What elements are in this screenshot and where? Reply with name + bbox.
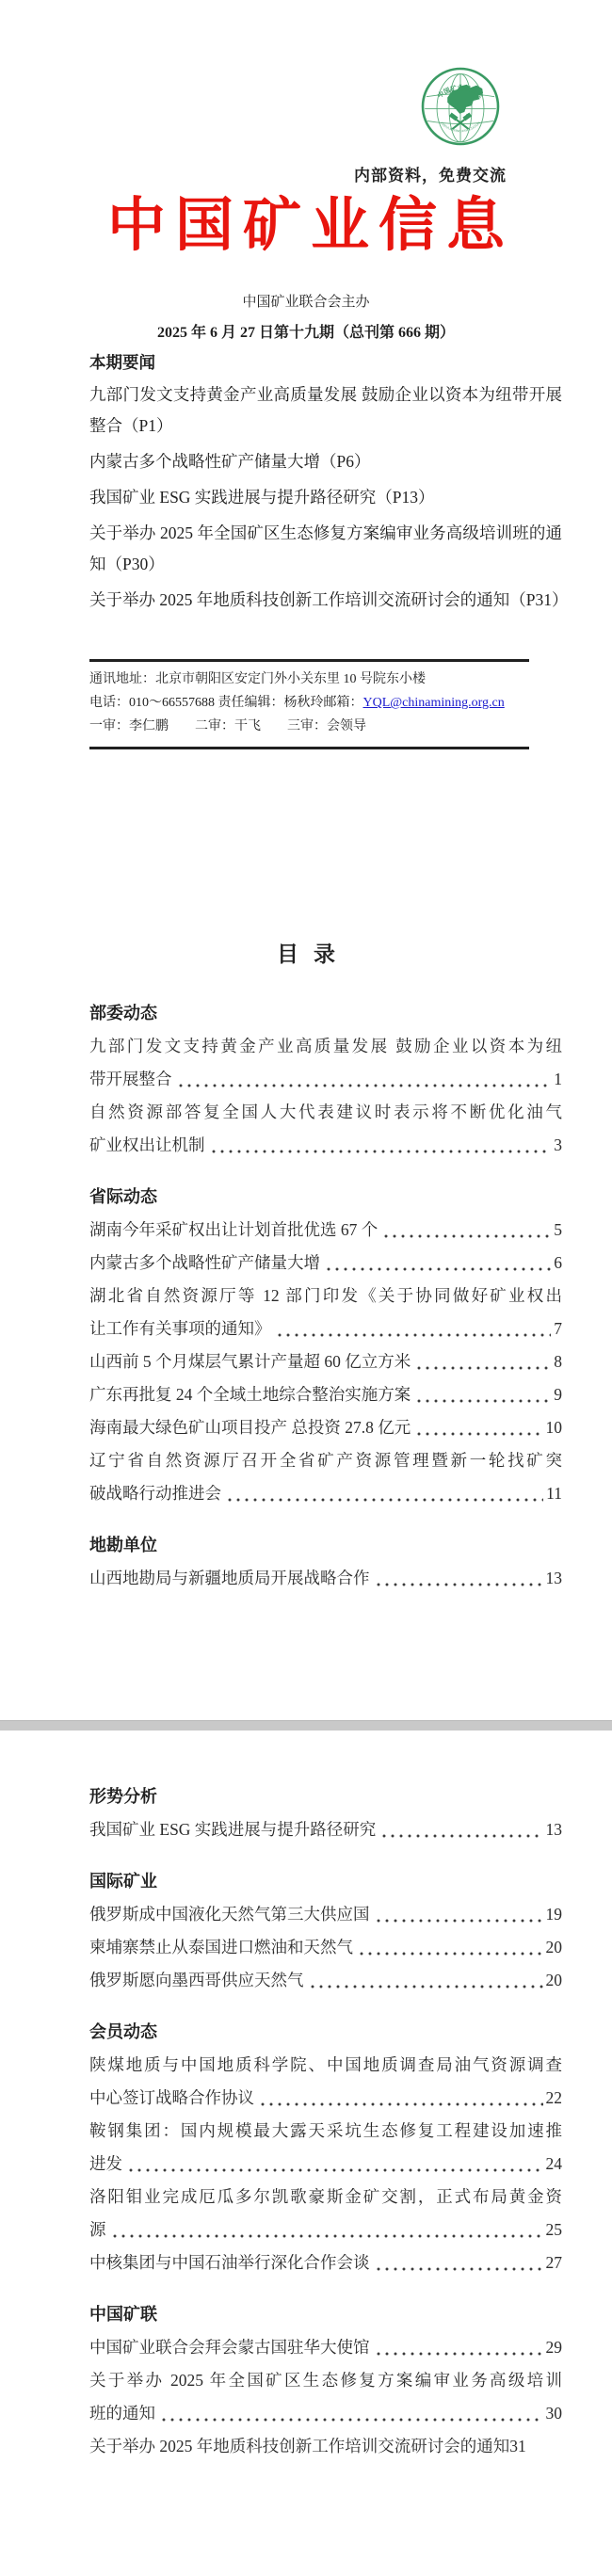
toc-entry-text: 陕煤地质与中国地质科学院、中国地质调查局油气资源调查 <box>89 2055 562 2074</box>
toc-entry-text: 鞍钢集团：国内规模最大露天采坑生态修复工程建设加速推 <box>89 2121 562 2140</box>
dot-leader <box>311 1964 543 1997</box>
dot-leader <box>384 1214 551 1247</box>
toc-entry-text: 让工作有关事项的通知》 <box>89 1319 271 1338</box>
dot-leader <box>327 1247 551 1280</box>
toc-entry-text: 九部门发文支持黄金产业高质量发展 鼓励企业以资本为纽 <box>89 1037 562 1055</box>
toc-section-heading: 会员动态 <box>89 2022 157 2041</box>
toc-section <box>89 2015 562 2279</box>
toc-page-number: 9 <box>554 1385 562 1404</box>
toc-page-number: 8 <box>554 1352 562 1371</box>
newsletter-title: 中国矿业信息 <box>106 194 514 258</box>
toc-section-heading: 部委动态 <box>89 1004 157 1022</box>
toc-entry-text: 破战略行动推进会 <box>89 1484 221 1503</box>
toc-entry <box>89 2331 562 2364</box>
highlights-block <box>89 348 569 620</box>
toc-entry <box>89 1063 562 1096</box>
dot-leader <box>228 1477 543 1510</box>
page-break-divider <box>0 1720 612 1731</box>
toc-page-number: 22 <box>545 2088 562 2107</box>
toc-section-heading: 地勘单位 <box>89 1536 157 1554</box>
toc-page-number: 29 <box>545 2338 562 2357</box>
toc-entry <box>89 2430 562 2463</box>
toc-title: 目录 <box>277 942 350 966</box>
toc-page-number: 20 <box>545 1971 562 1989</box>
toc-entry-text: 班的通知 <box>89 2404 155 2423</box>
toc-entry-text: 洛阳钼业完成厄瓜多尔凯歌豪斯金矿交割，正式布局黄金资 <box>89 2187 562 2206</box>
dot-leader <box>261 2082 543 2115</box>
dot-leader <box>360 1931 543 1964</box>
toc-entry <box>89 1813 562 1846</box>
toc-entry-text: 源 <box>89 2220 106 2239</box>
toc-entry <box>89 1411 562 1444</box>
toc-entry <box>89 1477 562 1510</box>
toc-entry-text: 我国矿业 ESG 实践进展与提升路径研究 <box>89 1820 377 1839</box>
highlight-item: 关于举办 2025 年地质科技创新工作培训交流研讨会的通知（P31） <box>89 590 569 609</box>
toc-entry-text: 矿业权出让机制 <box>89 1135 205 1154</box>
toc-entry <box>89 1345 562 1378</box>
toc-page-number: 24 <box>545 2154 562 2173</box>
toc-page-number: 13 <box>545 1569 562 1587</box>
toc-entry-text: 中心签订战略合作协议 <box>89 2088 254 2107</box>
toc-page-number: 19 <box>545 1905 562 1924</box>
toc-entry-text: 关于举办 2025 年地质科技创新工作培训交流研讨会的通知 <box>89 2437 510 2455</box>
toc-page-number: 10 <box>545 1418 562 1437</box>
issue-date-line: 2025 年 6 月 27 日第十九期（总刊第 666 期） <box>156 325 455 341</box>
highlights-heading: 本期要闻 <box>89 353 155 372</box>
toc-page-1 <box>89 996 562 1595</box>
toc-entry <box>89 2246 562 2279</box>
organizer-line: 中国矿业联合会主办 <box>242 295 370 310</box>
toc-page-number: 27 <box>545 2253 562 2272</box>
toc-entry <box>89 2082 562 2115</box>
toc-entry-text: 进发 <box>89 2154 122 2173</box>
dot-leader <box>179 1063 552 1096</box>
toc-entry <box>89 1562 562 1595</box>
logo-bottom-arc-text: CHINA MINING ASSOCIATION <box>440 121 481 134</box>
toc-entry <box>89 1898 562 1931</box>
toc-page-number: 3 <box>554 1135 562 1154</box>
dot-leader <box>377 1898 543 1931</box>
toc-section <box>89 1528 562 1595</box>
toc-page-number: 6 <box>554 1253 562 1272</box>
toc-page-number: 25 <box>545 2220 562 2239</box>
toc-page-number: 31 <box>509 2437 526 2455</box>
highlights-list <box>89 379 569 616</box>
toc-entry <box>89 2148 562 2181</box>
toc-entry-text: 柬埔寨禁止从泰国进口燃油和天然气 <box>89 1938 353 1956</box>
dot-leader <box>377 1562 543 1595</box>
dot-leader <box>382 1813 542 1846</box>
dot-leader <box>162 2397 543 2430</box>
toc-section <box>89 996 562 1162</box>
toc-page-2 <box>89 1779 562 2463</box>
toc-page-number: 5 <box>554 1220 562 1239</box>
toc-entry <box>89 1129 562 1162</box>
toc-section <box>89 2297 562 2463</box>
dot-leader <box>129 2148 543 2181</box>
association-logo-emblem <box>420 66 501 147</box>
toc-section-heading: 国际矿业 <box>89 1872 157 1891</box>
toc-entry-text: 俄罗斯愿向墨西哥供应天然气 <box>89 1971 304 1989</box>
toc-entry-text: 海南最大绿色矿山项目投产 总投资 27.8 亿元 <box>89 1418 411 1437</box>
toc-entry-text: 湖南今年采矿权出让计划首批优选 67 个 <box>89 1220 378 1239</box>
toc-entry <box>89 1378 562 1411</box>
dot-leader <box>417 1378 551 1411</box>
dot-leader <box>113 2214 543 2246</box>
toc-entry-text: 山西前 5 个月煤层气累计产量超 60 亿立方米 <box>89 1352 411 1371</box>
toc-page-number: 30 <box>545 2404 562 2423</box>
dot-leader <box>278 1312 552 1345</box>
toc-entry-text: 辽宁省自然资源厅召开全省矿产资源管理暨新一轮找矿突 <box>89 1451 562 1470</box>
toc-entry-text: 广东再批复 24 个全域土地综合整治实施方案 <box>89 1385 411 1404</box>
toc-entry <box>89 1214 562 1247</box>
dot-leader <box>417 1345 551 1378</box>
toc-entry-text: 内蒙古多个战略性矿产储量大增 <box>89 1253 320 1272</box>
toc-entry <box>89 2397 562 2430</box>
toc-page-number: 20 <box>545 1938 562 1956</box>
contact-box <box>89 659 529 749</box>
dot-leader <box>212 1129 552 1162</box>
toc-entry <box>89 1964 562 1997</box>
reviewers-line: 一审：李仁鹏 二审：干飞 三审：会领导 <box>89 719 366 733</box>
toc-section <box>89 1779 562 1846</box>
toc-section-heading: 形势分析 <box>89 1787 157 1806</box>
dot-leader <box>377 2331 543 2364</box>
toc-entry-text: 中核集团与中国石油举行深化合作会谈 <box>89 2253 370 2272</box>
toc-entry <box>89 1931 562 1964</box>
toc-entry-text: 带开展整合 <box>89 1070 172 1088</box>
editor-email-link[interactable]: YQL@chinamining.org.cn <box>362 696 505 710</box>
toc-entry <box>89 1247 562 1280</box>
toc-page-number: 13 <box>545 1820 562 1839</box>
highlight-item: 内蒙古多个战略性矿产储量大增（P6） <box>89 452 371 471</box>
toc-section-heading: 中国矿联 <box>89 2305 157 2324</box>
highlight-item: 九部门发文支持黄金产业高质量发展 鼓励企业以资本为纽带开展整合（P1） <box>89 385 562 435</box>
toc-page-number: 1 <box>554 1070 562 1088</box>
toc-entry-text: 山西地勘局与新疆地质局开展战略合作 <box>89 1569 370 1587</box>
internal-material-note: 内部资料，免费交流 <box>354 167 507 185</box>
toc-entry-text: 中国矿业联合会拜会蒙古国驻华大使馆 <box>89 2338 370 2357</box>
contact-phone-editor <box>89 691 529 715</box>
toc-page-number: 7 <box>554 1319 562 1338</box>
toc-entry <box>89 1312 562 1345</box>
highlight-item: 我国矿业 ESG 实践进展与提升路径研究（P13） <box>89 488 435 507</box>
china-mining-association-logo <box>420 66 501 147</box>
dot-leader <box>377 2246 543 2279</box>
toc-section <box>89 1180 562 1510</box>
toc-section-heading: 省际动态 <box>89 1187 157 1206</box>
toc-entry <box>89 2214 562 2246</box>
toc-page-number: 11 <box>546 1484 562 1503</box>
contact-phone-label: 电话：010～66557688 责任编辑：杨秋玲邮箱： <box>89 696 363 710</box>
toc-section <box>89 1864 562 1997</box>
highlight-item: 关于举办 2025 年全国矿区生态修复方案编审业务高级培训班的通知（P30） <box>89 523 562 573</box>
toc-entry-text: 湖北省自然资源厅等 12 部门印发《关于协同做好矿业权出 <box>89 1286 562 1305</box>
toc-entry-text: 俄罗斯成中国液化天然气第三大供应国 <box>89 1905 370 1924</box>
contact-address: 通讯地址：北京市朝阳区安定门外小关东里 10 号院东小楼 <box>89 672 426 686</box>
toc-entry-text: 关于举办 2025 年全国矿区生态修复方案编审业务高级培训 <box>89 2371 562 2390</box>
dot-leader <box>417 1411 542 1444</box>
toc-entry-text: 自然资源部答复全国人大代表建议时表示将不断优化油气 <box>89 1103 562 1121</box>
logo-top-arc-text: 中国矿业联合会 <box>436 85 485 100</box>
